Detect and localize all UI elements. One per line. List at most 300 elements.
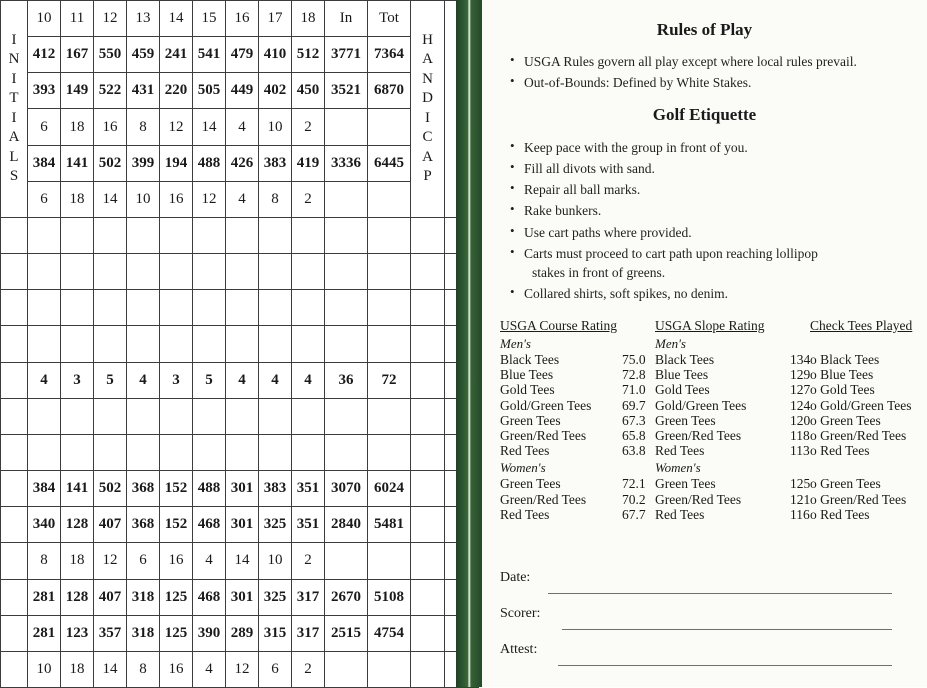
score-entry-cell[interactable] (160, 254, 193, 290)
slope-rating-womens-tee-name: Green Tees (655, 476, 716, 492)
gold-green-tees-cell: 488 (193, 471, 226, 507)
green-red-tees-cell: 128 (61, 579, 94, 615)
check-tees-mens-checkbox[interactable]: o Green/Red Tees (810, 427, 907, 443)
handicap-red-cell: 14 (94, 651, 127, 687)
score-entry-cell[interactable] (292, 290, 325, 326)
score-entry-cell[interactable] (259, 254, 292, 290)
spine-highlight (468, 0, 470, 687)
score-entry-cell[interactable] (61, 434, 94, 470)
column-header-16: 16 (226, 1, 259, 37)
handicap-red-cell: 6 (259, 651, 292, 687)
gold-tees-cell: 488 (193, 145, 226, 181)
handicap-entry-cell[interactable] (411, 434, 445, 470)
golf-etiquette-item: • Fill all divots with sand. (494, 159, 914, 178)
initials-entry-cell[interactable] (1, 651, 28, 687)
slope-rating-mens-tee-name: Green Tees (655, 412, 716, 428)
golf-etiquette-item: stakes in front of greens. (532, 264, 666, 280)
blue-tees-cell: 505 (193, 73, 226, 109)
handicap-gold-cell: 8 (259, 181, 292, 217)
scorer-field-row[interactable] (500, 606, 910, 642)
column-header-18: 18 (292, 1, 325, 37)
course-rating-womens-tee-name: Green Tees (500, 476, 561, 492)
column-header-10: 10 (28, 1, 61, 37)
column-header-in: In (325, 1, 368, 37)
score-entry-cell[interactable] (193, 326, 226, 362)
handicap-womens-upper-cell: 14 (226, 543, 259, 579)
score-entry-cell[interactable] (325, 398, 368, 434)
column-header-13: 13 (127, 1, 160, 37)
handicap-entry-cell[interactable] (411, 651, 445, 687)
score-entry-cell[interactable] (292, 254, 325, 290)
score-entry-cell[interactable] (193, 217, 226, 253)
course-rating-title: USGA Course Rating (500, 318, 618, 333)
check-tees-played-column (810, 318, 927, 522)
attest-input-line[interactable] (558, 665, 892, 666)
golf-etiquette-title: Golf Etiquette (652, 105, 757, 124)
score-entry-cell[interactable] (127, 254, 160, 290)
course-rating-mens-tee-name: Black Tees (500, 352, 560, 367)
attest-label: Attest: (500, 642, 538, 657)
slope-rating-womens-value: 116 (790, 506, 810, 522)
score-entry-cell[interactable] (368, 326, 411, 362)
score-entry-cell[interactable] (94, 290, 127, 326)
par-cell: 5 (94, 362, 127, 398)
handicap-gold-cell: 18 (61, 181, 94, 217)
score-entry-cell[interactable] (193, 290, 226, 326)
blue-tees-cell: 449 (226, 73, 259, 109)
score-entry-cell[interactable] (368, 290, 411, 326)
handicap-red-cell (325, 651, 368, 687)
score-entry-cell[interactable] (259, 326, 292, 362)
par-cell: 4 (259, 362, 292, 398)
gold-tees-cell: 384 (28, 145, 61, 181)
course-rating-mens-value: 63.8 (622, 443, 646, 459)
course-rating-mens-value: 72.8 (622, 367, 646, 383)
handicap-red-cell (368, 651, 411, 687)
initials-entry-cell[interactable] (1, 254, 28, 290)
score-entry-cell[interactable] (28, 217, 61, 253)
handicap-red-cell: 16 (160, 651, 193, 687)
red-tees-cell: 317 (292, 615, 325, 651)
score-entry-cell[interactable] (259, 434, 292, 470)
handicap-womens-upper-cell: 8 (28, 543, 61, 579)
score-entry-cell[interactable] (127, 398, 160, 434)
par-cell: 4 (292, 362, 325, 398)
score-entry-cell[interactable] (259, 217, 292, 253)
handicap-gold-cell: 12 (193, 181, 226, 217)
par-cell: 4 (28, 362, 61, 398)
initials-entry-cell[interactable] (1, 507, 28, 543)
score-entry-cell[interactable] (28, 434, 61, 470)
score-entry-cell[interactable] (325, 217, 368, 253)
score-entry-cell[interactable] (127, 434, 160, 470)
check-tees-womens-checkbox[interactable]: o Red Tees (810, 506, 870, 522)
black-tees-cell: 7364 (368, 37, 411, 73)
handicap-gold-cell: 2 (292, 181, 325, 217)
course-rating-womens-value: 67.7 (622, 506, 646, 522)
handicap-red-cell: 4 (193, 651, 226, 687)
gold-tees-cell: 383 (259, 145, 292, 181)
score-entry-cell[interactable] (259, 290, 292, 326)
green-tees-cell: 128 (61, 507, 94, 543)
black-tees-cell: 459 (127, 37, 160, 73)
column-header-15: 15 (193, 1, 226, 37)
par-cell: 72 (368, 362, 411, 398)
rules-of-play-item: • USGA Rules govern all play except where local rules prevail. (494, 52, 914, 71)
check-tees-mens-checkbox[interactable]: o Green Tees (810, 412, 881, 428)
par-cell: 3 (160, 362, 193, 398)
course-rating-mens-tee-name: Gold Tees (500, 382, 555, 398)
score-entry-cell[interactable] (226, 434, 259, 470)
red-tees-cell: 2515 (325, 615, 368, 651)
slope-rating-womens-tee-name: Green/Red Tees (655, 491, 742, 507)
green-tees-cell: 301 (226, 507, 259, 543)
score-entry-cell[interactable] (193, 434, 226, 470)
red-tees-cell: 318 (127, 615, 160, 651)
initials-entry-cell[interactable] (1, 579, 28, 615)
black-tees-cell: 167 (61, 37, 94, 73)
score-entry-cell[interactable] (193, 254, 226, 290)
gold-green-tees-cell: 384 (28, 471, 61, 507)
course-rating-womens-tee-name: Red Tees (500, 506, 550, 522)
score-entry-cell[interactable] (325, 434, 368, 470)
score-entry-cell[interactable] (226, 217, 259, 253)
gold-green-tees-cell: 152 (160, 471, 193, 507)
green-red-tees-cell: 2670 (325, 579, 368, 615)
green-tees-cell: 2840 (325, 507, 368, 543)
scorer-input-line[interactable] (562, 629, 892, 630)
handicap-womens-upper-cell: 16 (160, 543, 193, 579)
handicap-mens-upper-cell: 10 (259, 109, 292, 145)
golf-etiquette-item: • Carts must proceed to cart path upon reaching lollipop (494, 244, 914, 263)
handicap-mens-upper-cell (325, 109, 368, 145)
par-cell: 36 (325, 362, 368, 398)
course-rating-mens-value: 75.0 (622, 352, 646, 367)
slope-rating-mens-tee-name: Red Tees (655, 443, 705, 459)
date-input-line[interactable] (548, 593, 892, 594)
red-tees-cell: 123 (61, 615, 94, 651)
handicap-label: H A N D I C A P (411, 1, 445, 218)
slope-rating-womens-tee-name: Red Tees (655, 506, 705, 522)
score-entry-cell[interactable] (94, 398, 127, 434)
green-red-tees-cell: 318 (127, 579, 160, 615)
handicap-entry-cell[interactable] (411, 507, 445, 543)
score-entry-cell[interactable] (61, 326, 94, 362)
green-tees-cell: 340 (28, 507, 61, 543)
slope-rating-mens-value: 124 (790, 397, 811, 413)
handicap-womens-upper-cell: 6 (127, 543, 160, 579)
date-label: Date: (500, 570, 531, 585)
handicap-womens-upper-cell: 18 (61, 543, 94, 579)
handicap-mens-upper-cell: 4 (226, 109, 259, 145)
red-tees-cell: 281 (28, 615, 61, 651)
handicap-red-cell: 12 (226, 651, 259, 687)
score-entry-cell[interactable] (94, 434, 127, 470)
score-entry-cell[interactable] (160, 326, 193, 362)
gold-tees-cell: 141 (61, 145, 94, 181)
handicap-red-cell: 18 (61, 651, 94, 687)
initials-entry-cell[interactable] (1, 362, 28, 398)
course-rating-mens-tee-name: Red Tees (500, 443, 550, 459)
slope-rating-mens-label: Men's (655, 336, 686, 351)
score-entry-cell[interactable] (226, 398, 259, 434)
check-tees-mens-checkbox[interactable]: o Blue Tees (810, 367, 874, 383)
initials-entry-cell[interactable] (1, 434, 28, 470)
black-tees-cell: 241 (160, 37, 193, 73)
score-entry-cell[interactable] (325, 290, 368, 326)
slope-rating-mens-value: 120 (790, 412, 811, 428)
gold-green-tees-cell: 502 (94, 471, 127, 507)
blue-tees-cell: 450 (292, 73, 325, 109)
handicap-mens-upper-cell (368, 109, 411, 145)
handicap-womens-upper-cell: 2 (292, 543, 325, 579)
handicap-mens-upper-cell: 8 (127, 109, 160, 145)
black-tees-cell: 412 (28, 37, 61, 73)
handicap-entry-cell[interactable] (411, 615, 445, 651)
handicap-womens-upper-cell: 10 (259, 543, 292, 579)
handicap-gold-cell: 4 (226, 181, 259, 217)
gold-tees-cell: 3336 (325, 145, 368, 181)
score-entry-cell[interactable] (61, 398, 94, 434)
check-tees-mens-checkbox[interactable]: o Red Tees (810, 443, 870, 459)
handicap-red-cell: 8 (127, 651, 160, 687)
green-tees-cell: 407 (94, 507, 127, 543)
score-entry-cell[interactable] (61, 217, 94, 253)
course-rating-mens-tee-name: Green/Red Tees (500, 427, 587, 443)
score-entry-cell[interactable] (28, 254, 61, 290)
par-cell: 3 (61, 362, 94, 398)
handicap-entry-cell[interactable] (411, 471, 445, 507)
handicap-red-cell: 2 (292, 651, 325, 687)
green-red-tees-cell: 468 (193, 579, 226, 615)
slope-rating-womens-value: 125 (790, 476, 811, 492)
column-header-tot: Tot (368, 1, 411, 37)
column-header-17: 17 (259, 1, 292, 37)
score-entry-cell[interactable] (28, 326, 61, 362)
check-tees-womens-checkbox[interactable]: o Green/Red Tees (810, 491, 907, 507)
column-header-14: 14 (160, 1, 193, 37)
handicap-gold-cell: 16 (160, 181, 193, 217)
green-tees-cell: 351 (292, 507, 325, 543)
score-entry-cell[interactable] (226, 254, 259, 290)
score-entry-cell[interactable] (160, 398, 193, 434)
blue-tees-cell: 220 (160, 73, 193, 109)
handicap-mens-upper-cell: 14 (193, 109, 226, 145)
score-entry-cell[interactable] (259, 398, 292, 434)
slope-rating-mens-value: 127 (790, 382, 811, 398)
check-tees-mens-checkbox[interactable]: o Gold Tees (810, 382, 875, 398)
green-red-tees-cell: 281 (28, 579, 61, 615)
gold-tees-cell: 419 (292, 145, 325, 181)
handicap-entry-cell[interactable] (411, 217, 445, 253)
handicap-mens-upper-cell: 16 (94, 109, 127, 145)
blue-tees-cell: 6870 (368, 73, 411, 109)
gold-tees-cell: 194 (160, 145, 193, 181)
blue-tees-cell: 402 (259, 73, 292, 109)
handicap-gold-cell (325, 181, 368, 217)
blue-tees-cell: 3521 (325, 73, 368, 109)
score-entry-cell[interactable] (61, 254, 94, 290)
initials-entry-cell[interactable] (1, 543, 28, 579)
green-red-tees-cell: 325 (259, 579, 292, 615)
handicap-entry-cell[interactable] (411, 579, 445, 615)
blue-tees-cell: 431 (127, 73, 160, 109)
gold-tees-cell: 6445 (368, 145, 411, 181)
check-tees-mens-checkbox[interactable]: o Gold/Green Tees (810, 397, 912, 413)
slope-rating-mens-value: 118 (790, 427, 810, 443)
gold-green-tees-cell: 141 (61, 471, 94, 507)
score-entry-cell[interactable] (325, 326, 368, 362)
green-red-tees-cell: 317 (292, 579, 325, 615)
score-entry-cell[interactable] (368, 434, 411, 470)
green-red-tees-cell: 407 (94, 579, 127, 615)
score-entry-cell[interactable] (292, 434, 325, 470)
check-tees-womens-options (810, 476, 927, 522)
red-tees-cell: 289 (226, 615, 259, 651)
check-tees-title: Check Tees Played (810, 318, 913, 333)
red-tees-cell: 125 (160, 615, 193, 651)
score-entry-cell[interactable] (127, 290, 160, 326)
handicap-womens-upper-cell: 4 (193, 543, 226, 579)
course-rating-mens-value: 69.7 (622, 397, 646, 413)
golf-etiquette-item: • Use cart paths where provided. (494, 223, 914, 242)
gold-tees-cell: 426 (226, 145, 259, 181)
score-entry-cell[interactable] (94, 326, 127, 362)
score-entry-cell[interactable] (160, 290, 193, 326)
initials-label: I N I T I A L S (1, 1, 28, 218)
scorecard-grid-panel (0, 0, 456, 687)
par-cell: 5 (193, 362, 226, 398)
initials-entry-cell[interactable] (1, 398, 28, 434)
score-entry-cell[interactable] (94, 217, 127, 253)
score-entry-cell[interactable] (325, 254, 368, 290)
golf-etiquette-item: • Repair all ball marks. (494, 180, 914, 199)
score-entry-cell[interactable] (160, 434, 193, 470)
initials-entry-cell[interactable] (1, 217, 28, 253)
handicap-gold-cell: 10 (127, 181, 160, 217)
slope-rating-title: USGA Slope Rating (655, 318, 765, 333)
rules-of-play-title: Rules of Play (656, 20, 753, 39)
score-entry-cell[interactable] (226, 290, 259, 326)
green-red-tees-cell: 125 (160, 579, 193, 615)
score-entry-cell[interactable] (292, 326, 325, 362)
attest-field-row[interactable] (500, 642, 910, 678)
score-entry-cell[interactable] (193, 398, 226, 434)
rules-panel (482, 0, 927, 687)
score-entry-cell[interactable] (226, 326, 259, 362)
blue-tees-cell: 393 (28, 73, 61, 109)
black-tees-cell: 410 (259, 37, 292, 73)
score-entry-cell[interactable] (292, 398, 325, 434)
green-tees-cell: 325 (259, 507, 292, 543)
handicap-mens-upper-cell: 6 (28, 109, 61, 145)
slope-rating-mens-value: 129 (790, 367, 811, 383)
handicap-mens-upper-cell: 12 (160, 109, 193, 145)
par-cell: 4 (127, 362, 160, 398)
scorer-label: Scorer: (500, 606, 541, 621)
course-rating-mens-tee-name: Green Tees (500, 412, 561, 428)
score-entry-cell[interactable] (160, 217, 193, 253)
red-tees-cell: 315 (259, 615, 292, 651)
score-entry-cell[interactable] (368, 254, 411, 290)
handicap-entry-cell[interactable] (411, 326, 445, 362)
golf-etiquette-item: • Collared shirts, soft spikes, no denim. (494, 284, 914, 303)
handicap-entry-cell[interactable] (411, 543, 445, 579)
score-entry-cell[interactable] (61, 290, 94, 326)
red-tees-cell: 357 (94, 615, 127, 651)
column-header-12: 12 (94, 1, 127, 37)
course-rating-womens-label: Women's (500, 460, 546, 476)
handicap-entry-cell[interactable] (411, 398, 445, 434)
handicap-gold-cell (368, 181, 411, 217)
gold-tees-cell: 502 (94, 145, 127, 181)
score-entry-cell[interactable] (94, 254, 127, 290)
gold-green-tees-cell: 301 (226, 471, 259, 507)
course-rating-mens-value: 65.8 (622, 427, 646, 443)
blue-tees-cell: 149 (61, 73, 94, 109)
check-tees-womens-checkbox[interactable]: o Green Tees (810, 476, 881, 492)
gold-tees-cell: 399 (127, 145, 160, 181)
initials-entry-cell[interactable] (1, 326, 28, 362)
slope-rating-mens-tee-name: Gold/Green Tees (655, 397, 747, 413)
handicap-gold-cell: 14 (94, 181, 127, 217)
score-entry-cell[interactable] (368, 398, 411, 434)
score-entry-cell[interactable] (292, 217, 325, 253)
slope-rating-mens-tee-name: Gold Tees (655, 382, 710, 398)
score-entry-cell[interactable] (28, 290, 61, 326)
green-red-tees-cell: 5108 (368, 579, 411, 615)
score-entry-cell[interactable] (368, 217, 411, 253)
gold-green-tees-cell: 6024 (368, 471, 411, 507)
golf-etiquette-list (494, 138, 914, 305)
course-rating-mens-value: 67.3 (622, 412, 646, 428)
course-rating-womens-tee-name: Green/Red Tees (500, 491, 587, 507)
handicap-womens-upper-cell: 12 (94, 543, 127, 579)
handicap-gold-cell: 6 (28, 181, 61, 217)
course-rating-mens-value: 71.0 (622, 382, 646, 398)
initials-entry-cell[interactable] (1, 290, 28, 326)
gold-green-tees-cell: 383 (259, 471, 292, 507)
initials-entry-cell[interactable] (1, 615, 28, 651)
black-tees-cell: 479 (226, 37, 259, 73)
handicap-mens-upper-cell: 2 (292, 109, 325, 145)
handicap-entry-cell[interactable] (411, 290, 445, 326)
slope-rating-womens-label: Women's (655, 460, 701, 476)
course-rating-mens-label: Men's (500, 336, 531, 351)
handicap-womens-upper-cell (325, 543, 368, 579)
score-entry-cell[interactable] (127, 217, 160, 253)
rules-of-play-item: • Out-of-Bounds: Defined by White Stakes. (494, 73, 914, 92)
score-entry-cell[interactable] (127, 326, 160, 362)
gold-green-tees-cell: 368 (127, 471, 160, 507)
course-rating-womens-value: 70.2 (622, 491, 646, 507)
handicap-entry-cell[interactable] (411, 362, 445, 398)
initials-entry-cell[interactable] (1, 471, 28, 507)
check-tees-mens-checkbox[interactable]: o Black Tees (810, 352, 880, 367)
handicap-entry-cell[interactable] (411, 254, 445, 290)
red-tees-cell: 4754 (368, 615, 411, 651)
green-tees-cell: 468 (193, 507, 226, 543)
red-tees-cell: 390 (193, 615, 226, 651)
green-tees-cell: 5481 (368, 507, 411, 543)
card-binding-spine (456, 0, 482, 687)
gold-green-tees-cell: 351 (292, 471, 325, 507)
date-field-row[interactable] (500, 570, 910, 606)
golf-etiquette-item: • Keep pace with the group in front of you. (494, 138, 914, 157)
golf-etiquette-item: • Rake bunkers. (494, 201, 914, 220)
score-entry-cell[interactable] (28, 398, 61, 434)
column-header-11: 11 (61, 1, 94, 37)
